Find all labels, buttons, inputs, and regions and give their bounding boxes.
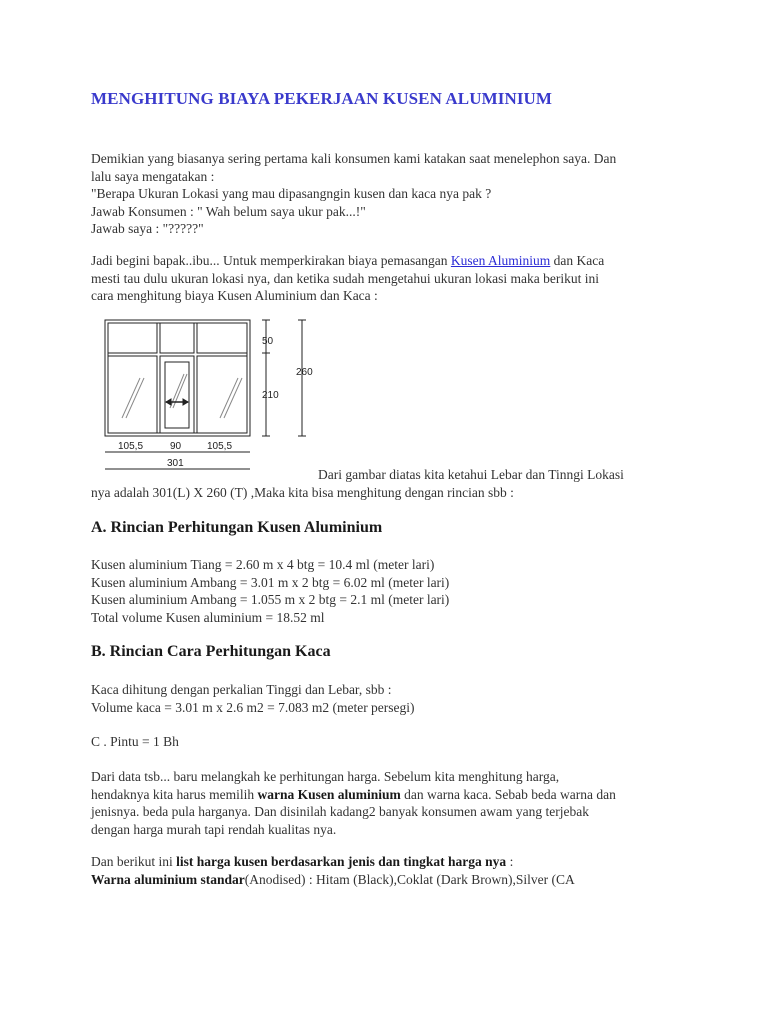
dim-bottom-label: 210 bbox=[262, 390, 279, 401]
glass-hatch bbox=[224, 378, 242, 418]
window-frame-diagram bbox=[100, 316, 340, 476]
section-a-list bbox=[91, 556, 691, 626]
glass-hatch bbox=[126, 378, 144, 418]
list-item: Kusen aluminium Ambang = 3.01 m x 2 btg = 6.02 ml (meter lari) bbox=[91, 574, 450, 590]
price-list-paragraph bbox=[91, 853, 691, 888]
inner-frame bbox=[108, 323, 247, 433]
kusen-aluminium-link[interactable]: Kusen Aluminium bbox=[450, 253, 551, 268]
explanation-line: mesti tau dulu ukuran lokasi nya, dan ketika sudah mengetahui ukuran lokasi maka berikut ini bbox=[91, 270, 600, 286]
paragraph-text: (Anodised) : Hitam (Black),Coklat (Dark Brown),Silver (CA bbox=[244, 871, 575, 887]
top-mid-panel bbox=[160, 323, 194, 353]
explanation-line bbox=[91, 252, 691, 270]
intro-paragraph bbox=[91, 150, 691, 238]
paragraph-text: dan warna kaca. Sebab beda warna dan bbox=[400, 786, 616, 802]
intro-line: "Berapa Ukuran Lokasi yang mau dipasangngin kusen dan kaca nya pak ? bbox=[91, 186, 492, 201]
intro-line: lalu saya mengatakan : bbox=[91, 168, 215, 184]
outer-frame bbox=[105, 320, 250, 436]
door-arrow-head bbox=[166, 399, 171, 405]
width-right-label: 105,5 bbox=[207, 441, 233, 452]
list-item: Volume kaca = 3.01 m x 2.6 m2 = 7.083 m2 (meter persegi) bbox=[91, 699, 415, 715]
bottom-right-panel bbox=[197, 356, 247, 433]
explanation-text: Jadi begini bapak..ibu... Untuk memperkirakan biaya pemasangan bbox=[91, 253, 451, 268]
list-item: Total volume Kusen aluminium = 18.52 ml bbox=[91, 609, 325, 625]
top-left-panel bbox=[108, 323, 157, 353]
caption-line: nya adalah 301(L) X 260 (T) ,Maka kita bisa menghitung dengan rincian sbb : bbox=[91, 484, 514, 500]
paragraph-line: dengan harga murah tapi rendah kualitas nya. bbox=[91, 821, 337, 837]
paragraph-text: : bbox=[506, 854, 514, 869]
bold-text: Warna aluminium standar bbox=[91, 871, 245, 887]
intro-line: Demikian yang biasanya sering pertama kali konsumen kami katakan saat menelephon saya. Dan bbox=[91, 151, 617, 166]
bold-text: list harga kusen berdasarkan jenis dan tingkat harga nya bbox=[176, 854, 507, 869]
glass-hatch bbox=[122, 378, 140, 418]
explanation-text: dan Kaca bbox=[550, 253, 605, 268]
width-mid-label: 90 bbox=[170, 441, 182, 452]
list-item: Kaca dihitung dengan perkalian Tinggi dan Lebar, sbb : bbox=[91, 682, 392, 697]
list-item: Kusen aluminium Tiang = 2.60 m x 4 btg = 10.4 ml (meter lari) bbox=[91, 557, 435, 572]
paragraph-line: jenisnya. beda pula harganya. Dan disinilah kadang2 banyak konsumen awam yang terjebak bbox=[91, 804, 589, 819]
door-panel bbox=[165, 362, 189, 428]
glass-hatch bbox=[170, 374, 184, 408]
paragraph-text: hendaknya kita harus memilih bbox=[91, 786, 258, 802]
dim-top-label: 50 bbox=[262, 336, 274, 347]
dim-total-height-label: 260 bbox=[296, 367, 313, 378]
diagram-caption bbox=[91, 466, 691, 501]
page-title: MENGHITUNG BIAYA PEKERJAAN KUSEN ALUMINIUM bbox=[91, 89, 553, 108]
intro-line: Jawab Konsumen : " Wah belum saya ukur pak...!" bbox=[91, 203, 366, 219]
caption-line: Dari gambar diatas kita ketahui Lebar dan Tinngi Lokasi bbox=[318, 467, 624, 482]
explanation-line: cara menghitung biaya Kusen Aluminium dan Kaca : bbox=[91, 288, 378, 303]
section-b-heading: B. Rincian Cara Perhitungan Kaca bbox=[91, 643, 331, 660]
bold-text: warna Kusen aluminium bbox=[257, 786, 401, 802]
glass-hatch bbox=[220, 378, 238, 418]
explanation-paragraph bbox=[91, 252, 691, 305]
paragraph-line bbox=[91, 871, 691, 889]
paragraph-line bbox=[91, 786, 691, 804]
paragraph-line: Dari data tsb... baru melangkah ke perhitungan harga. Sebelum kita menghitung harga, bbox=[91, 769, 560, 784]
top-right-panel bbox=[197, 323, 247, 353]
width-left-label: 105,5 bbox=[118, 441, 144, 452]
width-total-label: 301 bbox=[167, 458, 184, 469]
section-a-heading: A. Rincian Perhitungan Kusen Aluminium bbox=[91, 519, 383, 536]
intro-line: Jawab saya : "?????" bbox=[91, 221, 204, 236]
door-arrow-head bbox=[183, 399, 188, 405]
list-item: Kusen aluminium Ambang = 1.055 m x 2 btg = 2.1 ml (meter lari) bbox=[91, 592, 450, 607]
paragraph-line bbox=[91, 853, 691, 871]
pintu-line: C . Pintu = 1 Bh bbox=[91, 734, 179, 749]
pricing-paragraph bbox=[91, 768, 691, 838]
paragraph-text: Dan berikut ini bbox=[91, 854, 177, 869]
section-b-list bbox=[91, 681, 691, 716]
